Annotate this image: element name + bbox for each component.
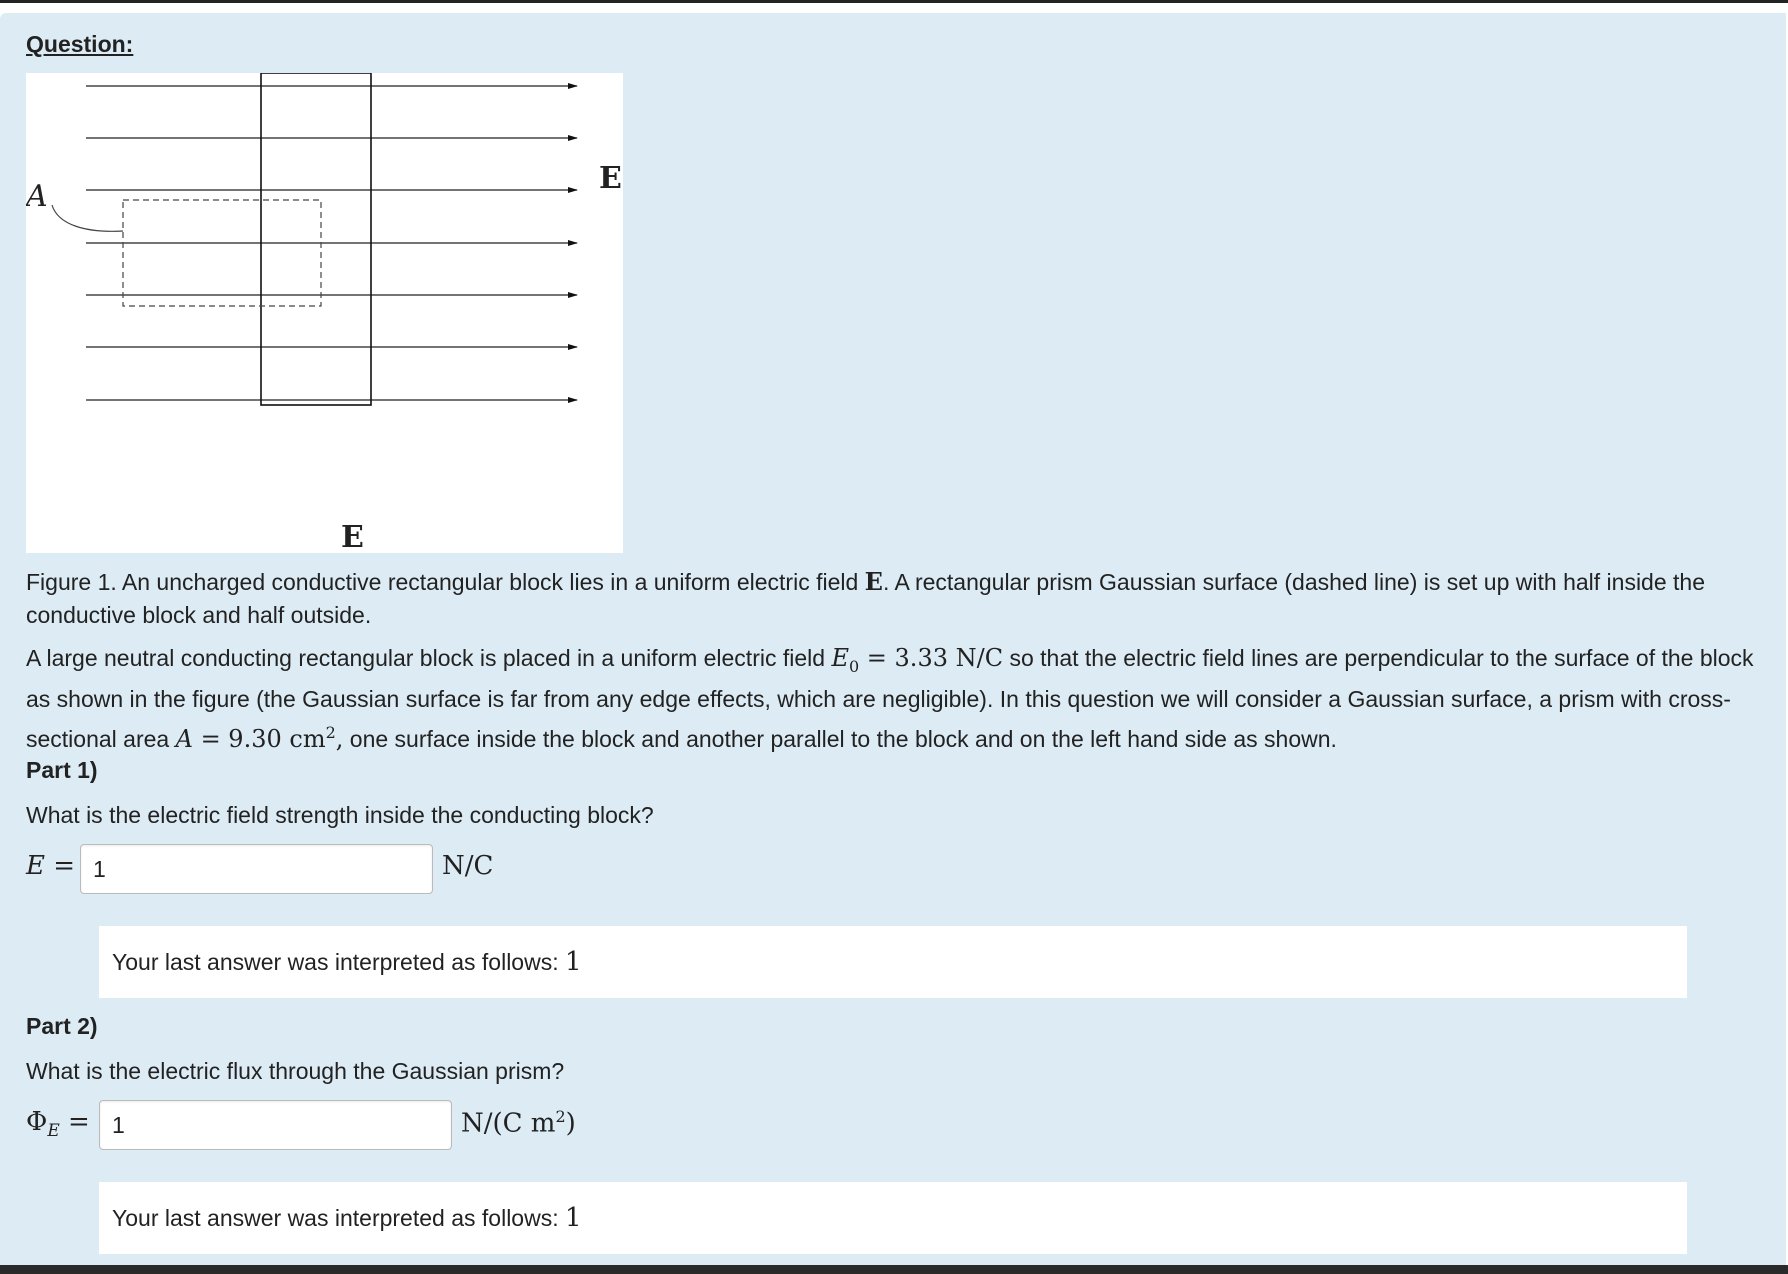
problem-statement: A large neutral conducting rectangular block is placed in a uniform electric field $E_0 = 3.33$ N/C so that the electric field lines are perpendicular to the surface of the block as shown in the figure (the Gaussian surface is far from any edge effects, which are negligible). In this question we will consider a Gaussian surface, a prism with cross-sectional area A = 9.30 $cm^2$, one surface inside the block and another parallel to the block and on the left hand side as shown.: [26, 644, 1754, 753]
label-a: A: [26, 179, 48, 214]
label-a-pointer: [52, 205, 123, 231]
gaussian-surface: [123, 200, 321, 306]
field-figure: [26, 73, 623, 553]
part2-answer-input[interactable]: [99, 1100, 452, 1150]
figure-caption: Figure 1. An uncharged conductive rectangular block lies in a uniform electric field E. A rectangular prism Gaussian surface (dashed line) is set up with half inside the conductive block and half outside.: [26, 567, 1706, 628]
question-heading: Question:: [26, 31, 134, 57]
part1-unit: N/C: [442, 851, 494, 881]
field-lines: [86, 86, 577, 400]
part1-feedback: Your last answer was interpreted as follows: 1: [99, 926, 1687, 998]
window-top-border: [0, 0, 1788, 3]
conductive-block: [261, 73, 371, 405]
label-e-bottom: E: [341, 520, 364, 555]
label-e-right: E: [599, 161, 622, 196]
window-bottom-border: [0, 1265, 1788, 1274]
part2-feedback: Your last answer was interpreted as follows: 1: [99, 1182, 1687, 1254]
part1-answer-input[interactable]: [80, 844, 433, 894]
part1-title: Part 1): [26, 757, 98, 783]
part2-unit: N/(C $m^2$): [461, 1107, 576, 1139]
part2-label: $\Phi_E$ =: [26, 1107, 90, 1142]
part1-question: What is the electric field strength inside the conducting block?: [26, 802, 654, 828]
part2-title: Part 2): [26, 1013, 98, 1039]
field-diagram: [26, 73, 623, 553]
part2-question: What is the electric flux through the Gaussian prism?: [26, 1058, 565, 1084]
part1-label: E =: [26, 851, 76, 881]
